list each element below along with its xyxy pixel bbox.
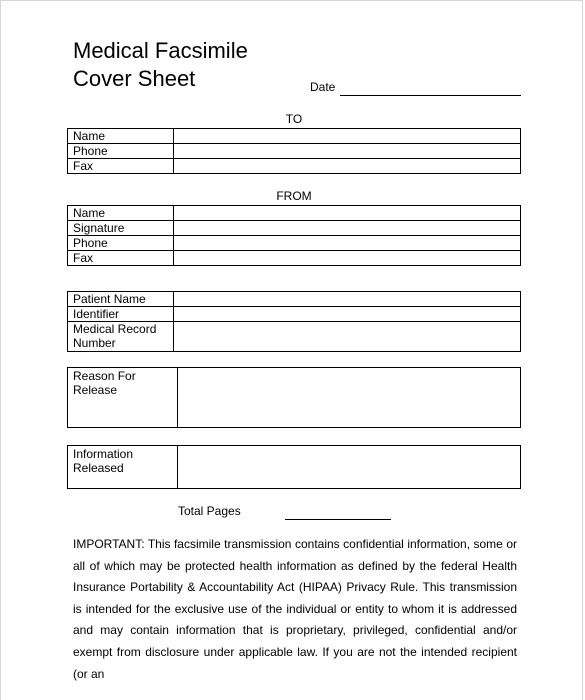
info-row — [68, 446, 521, 489]
to-row-phone — [68, 144, 521, 159]
reason-for-release-label: Reason For Release — [68, 368, 178, 428]
patient-name-label: Patient Name — [68, 292, 174, 307]
identifier-label: Identifier — [68, 307, 174, 322]
information-released-label: Information Released — [68, 446, 178, 489]
from-fax-label: Fax — [68, 251, 174, 266]
medical-record-number-label: Medical Record Number — [68, 322, 174, 352]
medical-record-number-field[interactable] — [174, 322, 521, 352]
title-line-2: Cover Sheet — [73, 66, 196, 91]
from-row-phone — [68, 236, 521, 251]
to-name-field[interactable] — [174, 129, 521, 144]
from-row-fax — [68, 251, 521, 266]
reason-row — [68, 368, 521, 428]
from-fax-field[interactable] — [174, 251, 521, 266]
from-table — [67, 205, 521, 266]
to-phone-label: Phone — [68, 144, 174, 159]
from-signature-field[interactable] — [174, 221, 521, 236]
confidentiality-notice: IMPORTANT: This facsimile transmission contains confidential information, some or all of which may be protected health information as defined by the federal Health Insurance Portability & Accountability Act (HIPAA) Privacy Rule. This transmission is intended for the exclusive use of the individual or entity to whom it is addressed and may contain information that is proprietary, privileged, confidential and/or exempt from disclosure under applicable law. If you are not the intended recipient (or an — [73, 537, 517, 681]
patient-row-name — [68, 292, 521, 307]
patient-table — [67, 291, 521, 352]
from-signature-label: Signature — [68, 221, 174, 236]
date-label: Date — [310, 80, 336, 94]
to-fax-field[interactable] — [174, 159, 521, 174]
title-line-1: Medical Facsimile — [73, 38, 248, 63]
identifier-field[interactable] — [174, 307, 521, 322]
from-row-name — [68, 206, 521, 221]
document-title — [73, 37, 248, 93]
patient-name-field[interactable] — [174, 292, 521, 307]
from-name-field[interactable] — [174, 206, 521, 221]
patient-row-mrn — [68, 322, 521, 352]
from-row-signature — [68, 221, 521, 236]
to-heading: TO — [285, 112, 303, 126]
to-phone-field[interactable] — [174, 144, 521, 159]
info-table — [67, 445, 521, 489]
from-phone-field[interactable] — [174, 236, 521, 251]
date-field[interactable] — [340, 95, 521, 96]
to-name-label: Name — [68, 129, 174, 144]
from-heading: FROM — [276, 189, 312, 203]
to-row-fax — [68, 159, 521, 174]
from-name-label: Name — [68, 206, 174, 221]
information-released-field[interactable] — [178, 446, 521, 489]
to-fax-label: Fax — [68, 159, 174, 174]
total-pages-field[interactable] — [285, 519, 391, 520]
reason-for-release-field[interactable] — [178, 368, 521, 428]
patient-row-identifier — [68, 307, 521, 322]
reason-table — [67, 367, 521, 428]
to-row-name — [68, 129, 521, 144]
total-pages-label: Total Pages — [178, 504, 241, 518]
to-table — [67, 128, 521, 174]
from-phone-label: Phone — [68, 236, 174, 251]
